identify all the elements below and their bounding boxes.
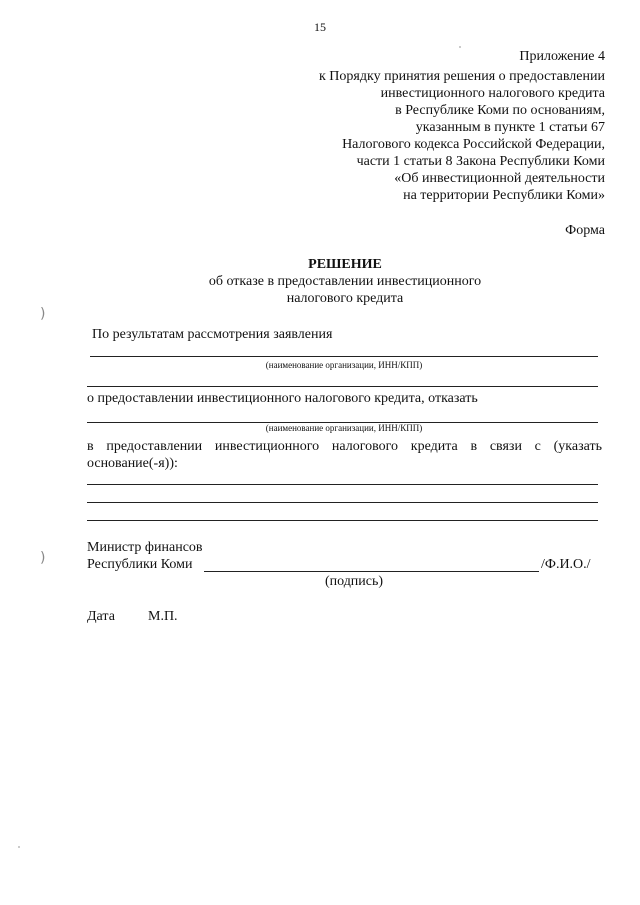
appendix-line: «Об инвестиционной деятельности [394,171,605,186]
document-subtitle: об отказе в предоставлении инвестиционного [208,274,482,289]
binder-mark: ) [40,306,46,322]
appendix-line: на территории Республики Коми» [403,188,605,203]
reason-text: в предоставлении инвестиционного налогового кредита в связи с (указать [87,439,602,454]
reason-field-line[interactable] [87,520,598,521]
appendix-line: Приложение 4 [519,49,605,64]
intro-text: По результатам рассмотрения заявления [92,327,333,342]
organization-field-line[interactable] [90,356,598,357]
organization-caption: (наименование организации, ИНН/КПП) [265,423,423,433]
reason-field-line[interactable] [87,484,598,485]
refuse-text: о предоставлении инвестиционного налогового кредита, отказать [87,391,478,406]
signer-position: Министр финансов [87,540,203,555]
binder-mark: ) [40,550,46,566]
appendix-line: инвестиционного налогового кредита [380,86,605,101]
appendix-line: указанным в пункте 1 статьи 67 [415,120,605,135]
page-number: 15 [314,20,326,34]
signer-position: Республики Коми [87,557,193,572]
form-label: Форма [565,223,605,238]
reason-text: основание(-я)): [87,456,178,471]
scan-speck [459,46,461,48]
document-title: РЕШЕНИЕ [308,257,382,272]
reason-field-line[interactable] [87,502,598,503]
date-label: Дата [87,609,115,624]
signature-field-line[interactable] [204,571,539,572]
organization-caption: (наименование организации, ИНН/КПП) [265,360,423,370]
signature-caption: (подпись) [324,574,384,589]
document-subtitle: налогового кредита [286,291,404,306]
appendix-line: в Республике Коми по основаниям, [395,103,605,118]
scan-speck [18,846,20,848]
appendix-line: Налогового кодекса Российской Федерации, [342,137,605,152]
signer-name-placeholder: /Ф.И.О./ [541,557,591,572]
organization-field-line[interactable] [87,386,598,387]
appendix-line: к Порядку принятия решения о предоставлении [319,69,605,84]
appendix-line: части 1 статьи 8 Закона Республики Коми [356,154,605,169]
stamp-label: М.П. [148,609,178,624]
